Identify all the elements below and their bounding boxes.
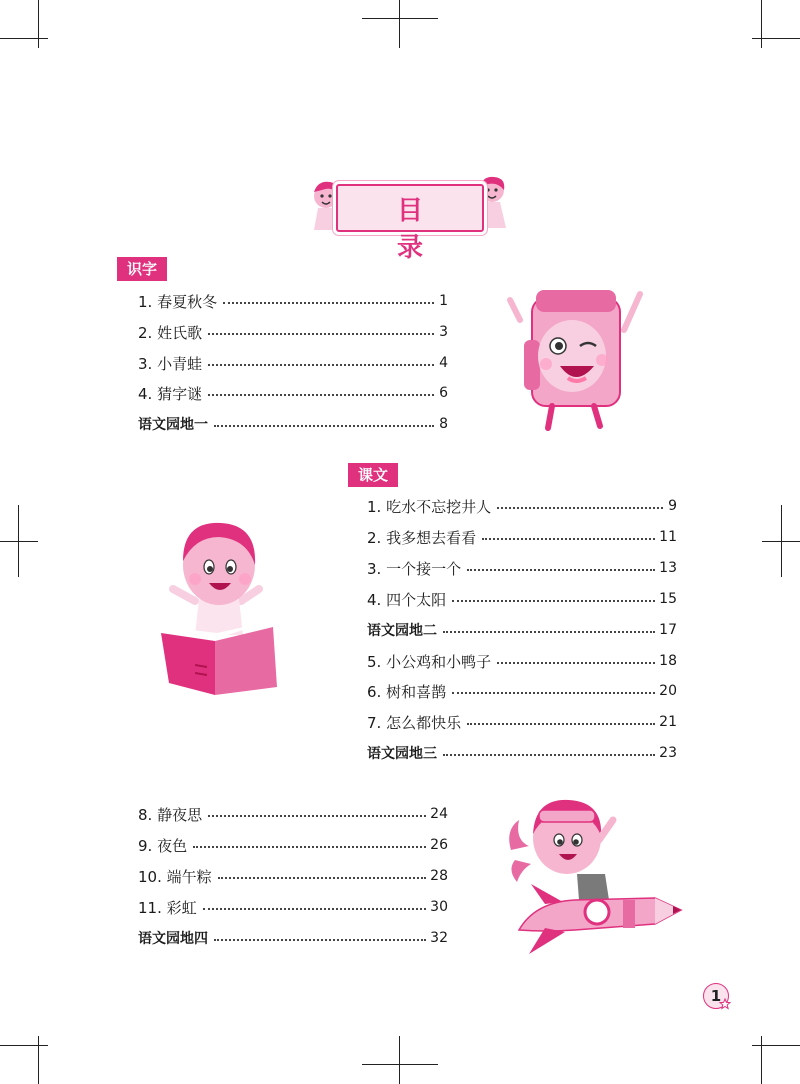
toc-item-label: 3. 一个接一个 xyxy=(367,559,462,578)
toc-leader-dots xyxy=(214,939,426,941)
toc-item[interactable] xyxy=(138,864,448,888)
toc-item-page: 18 xyxy=(659,653,677,669)
toc-leader-dots xyxy=(467,723,655,725)
toc-item-label: 1. 吃水不忘挖井人 xyxy=(367,497,492,516)
toc-item-label: 4. 猜字谜 xyxy=(138,384,203,403)
toc-item[interactable] xyxy=(138,289,448,313)
toc-item-label: 2. 我多想去看看 xyxy=(367,528,477,547)
toc-item-page: 8 xyxy=(439,416,448,432)
toc-item-page: 4 xyxy=(439,355,448,371)
toc-item-label: 9. 夜色 xyxy=(138,836,188,855)
toc-item-page: 9 xyxy=(668,498,677,514)
toc-leader-dots xyxy=(443,631,655,633)
toc-item-page: 11 xyxy=(659,529,677,545)
toc-item-label: 语文园地二 xyxy=(367,623,437,639)
toc-item-label: 5. 小公鸡和小鸭子 xyxy=(367,652,492,671)
toc-item[interactable] xyxy=(367,649,677,673)
toc-leader-dots xyxy=(208,815,426,817)
toc-leader-dots xyxy=(208,394,434,396)
toc-item-page: 20 xyxy=(659,683,677,699)
girl-pencil-rocket-illustration xyxy=(505,790,685,960)
toc-item-page: 3 xyxy=(439,324,448,340)
toc-item[interactable] xyxy=(138,381,448,405)
toc-item[interactable] xyxy=(138,320,448,344)
toc-item-label: 3. 小青蛙 xyxy=(138,354,203,373)
section-tag-kewen: 课文 xyxy=(348,463,398,487)
toc-item-page: 26 xyxy=(430,837,448,853)
toc-item-page: 6 xyxy=(439,385,448,401)
toc-item-label: 7. 怎么都快乐 xyxy=(367,713,462,732)
toc-leader-dots xyxy=(497,507,663,509)
toc-title-box xyxy=(336,184,484,263)
toc-item[interactable] xyxy=(138,351,448,375)
toc-item-label: 语文园地三 xyxy=(367,746,437,762)
boy-reading-book-illustration xyxy=(155,515,285,700)
toc-item-label: 4. 四个太阳 xyxy=(367,590,447,609)
toc-item[interactable] xyxy=(367,525,677,549)
toc-item-label: 2. 姓氏歌 xyxy=(138,323,203,342)
section-tag-shizi: 识字 xyxy=(117,257,167,281)
toc-leader-dots xyxy=(214,425,434,427)
toc-item-page: 24 xyxy=(430,806,448,822)
page-number: 1 xyxy=(703,983,729,1009)
toc-item[interactable] xyxy=(367,741,677,765)
toc-leader-dots xyxy=(467,569,655,571)
toc-item[interactable] xyxy=(138,895,448,919)
toc-item[interactable] xyxy=(138,833,448,857)
toc-item[interactable] xyxy=(367,679,677,703)
toc-item-page: 13 xyxy=(659,560,677,576)
toc-item-label: 语文园地一 xyxy=(138,417,208,433)
toc-item[interactable] xyxy=(138,926,448,950)
toc-leader-dots xyxy=(208,364,434,366)
toc-item[interactable] xyxy=(367,556,677,580)
toc-leader-dots xyxy=(482,538,655,540)
toc-item-page: 17 xyxy=(659,622,677,638)
toc-item[interactable] xyxy=(138,802,448,826)
toc-leader-dots xyxy=(203,908,427,910)
toc-item[interactable] xyxy=(367,587,677,611)
toc-leader-dots xyxy=(193,846,426,848)
toc-item-page: 23 xyxy=(659,745,677,761)
toc-item-label: 1. 春夏秋冬 xyxy=(138,292,218,311)
toc-item-label: 10. 端午粽 xyxy=(138,867,212,886)
toc-item-page: 21 xyxy=(659,714,677,730)
toc-item-page: 1 xyxy=(439,293,448,309)
backpack-mascot-illustration xyxy=(502,280,652,440)
toc-leader-dots xyxy=(452,600,655,602)
toc-item-page: 32 xyxy=(430,930,448,946)
toc-item-page: 15 xyxy=(659,591,677,607)
toc-item-label: 11. 彩虹 xyxy=(138,898,197,917)
toc-item-label: 6. 树和喜鹊 xyxy=(367,682,447,701)
toc-item-label: 8. 静夜思 xyxy=(138,805,203,824)
toc-leader-dots xyxy=(497,662,655,664)
toc-item-label: 语文园地四 xyxy=(138,931,208,947)
toc-leader-dots xyxy=(208,333,434,335)
toc-item-page: 30 xyxy=(430,899,448,915)
toc-leader-dots xyxy=(223,302,434,304)
toc-item[interactable] xyxy=(138,412,448,436)
toc-item[interactable] xyxy=(367,710,677,734)
star-icon xyxy=(719,998,731,1010)
toc-item[interactable] xyxy=(367,494,677,518)
toc-item[interactable] xyxy=(367,618,677,642)
toc-leader-dots xyxy=(443,754,655,756)
toc-leader-dots xyxy=(452,692,655,694)
toc-leader-dots xyxy=(218,877,427,879)
toc-item-page: 28 xyxy=(430,868,448,884)
page-title: 目 录 xyxy=(396,196,445,263)
